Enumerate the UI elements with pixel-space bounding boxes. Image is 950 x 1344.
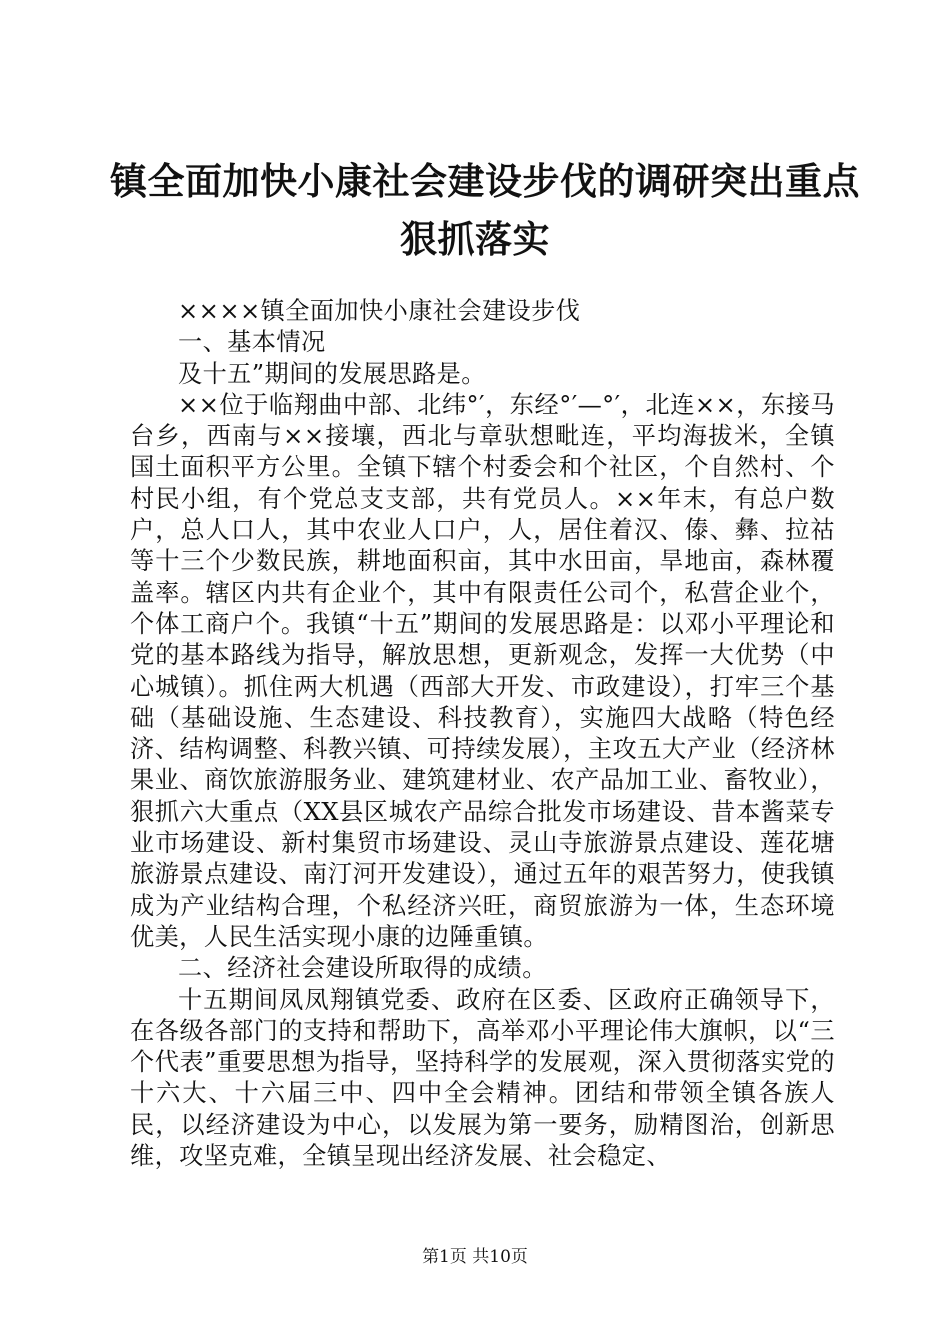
body-paragraph: 及十五”期间的发展思路是。 (178, 359, 486, 388)
document-body (130, 296, 835, 1172)
body-paragraph: ××位于临翔曲中部、北纬°′，东经°′—°′，北连××，东接马台乡，西南与××接壤，西北与章驮想毗连，平均海拔米，全镇国土面积平方公里。全镇下辖个村委会和个社区，个自然村、个村民小组，有个党总支支部，共有党员人。××年末，有总户数户，总人口人，其中农业人口户，人，居住着汉、傣、彝、拉祜等十三个少数民族，耕地面积亩，其中水田亩，旱地亩，森林覆盖率。辖区内共有企业个，其中有限责任公司个，私营企业个，个体工商户个。我镇“十五”期间的发展思路是：以邓小平理论和党的基本路线为指导，解放思想，更新观念，发挥一大优势（中心城镇）。抓住两大机遇（西部大开发、市政建设），打牢三个基础（基础设施、生态建设、科技教育），实施四大战略（特色经济、结构调整、科教兴镇、可持续发展），主攻五大产业（经济林果业、商饮旅游服务业、建筑建材业、农产品加工业、畜牧业），狠抓六大重点（XX县区城农产品综合批发市场建设、昔本酱菜专业市场建设、新村集贸市场建设、灵山寺旅游景点建设、莲花塘旅游景点建设、南汀河开发建设），通过五年的艰苦努力，使我镇成为产业结构合理，个私经济兴旺，商贸旅游为一体，生态环境优美，人民生活实现小康的边陲重镇。 (130, 390, 835, 951)
section-heading-basic: 一、基本情况 (178, 328, 326, 357)
body-paragraph: 十五期间凤凤翔镇党委、政府在区委、区政府正确领导下，在各级各部门的支持和帮助下，高举邓小平理论伟大旗帜，以“三个代表”重要思想为指导，坚持科学的发展观，深入贯彻落实党的十六大、十六届三中、四中全会精神。团结和带领全镇各族人民，以经济建设为中心，以发展为第一要务，励精图治，创新思维，攻坚克难，全镇呈现出经济发展、社会稳定、 (130, 985, 835, 1171)
subtitle-paragraph: ××××镇全面加快小康社会建设步伐 (178, 297, 581, 325)
document-title-line2: 狠抓落实 (400, 217, 550, 261)
page-footer: 第1页 共10页 (422, 1247, 528, 1267)
document-title-line1: 镇全面加快小康社会建设步伐的调研突出重点 (110, 159, 860, 203)
section-heading-achievements: 二、经济社会建设所取得的成绩。 (178, 954, 547, 983)
